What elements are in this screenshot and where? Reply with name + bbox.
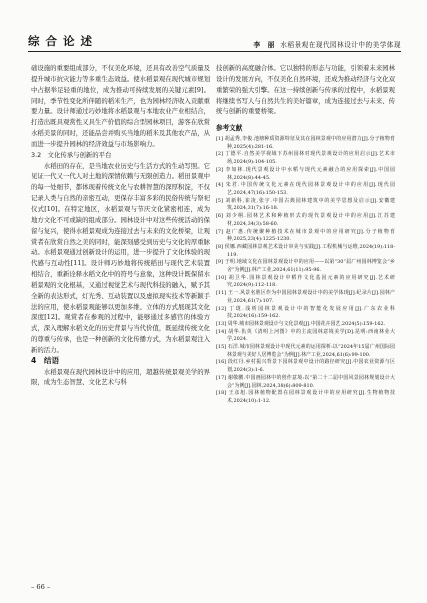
reference-item: [5] 刘新科,崔凌,张宇.中国古典园林建筑中的美学思想及启示[J].安徽建筑,2024,31(7):16-18. [216,197,395,212]
paragraph: 水稻景观在现代园林设计中的应用，超越传统景观美学的界限，成为生态智慧、文化艺术与科 [31,367,210,387]
paragraph: 水稻田的存在，是当地农业历史与生活方式的生动写照。它见证一代又一代人对土地的深情依赖与无限创造力。稻田景观中的每一处细节，都体现着传统文化与农耕智慧的深厚积淀，不仅记录人类与自然的亲密互动，更保存丰富多彩的民俗传统与祭祀仪式[10]。在特定地区，水稻景观与节庆文化紧密相连，成为地方文化不可或缺的组成部分。园林设计中对这些传统活动的保留与复兴，使得水稻景观成为连接过去与未来的文化桥梁，让观赏者在欣赏自然之美的同时，能深刻感受到历史与文化的厚重脉动。水稻景观通过创新设计的运用，进一步提升了文化体验的现代感与互动性[11]。设计师巧妙地将传统稻田与现代艺术装置相结合，重新诠释水稻文化中的符号与意象，这种设计既保留水稻景观的文化根基，又通过视觉艺术与现代科技的融入，赋予其全新的表达形式，灯光秀、互动装置以及虚拟现实技术等新颖手法的应用，使水稻景观能够以更加多维、立体的方式展现其文化深度[12]。观赏者在参观的过程中，能够通过多感官的体验方式，深入理解水稻文化的历史背景与当代价值，既延续传统文化的尊重与传承，也是一种创新的文化传播方式，为水稻景观注入新的活力。 [31,161,210,354]
reference-item: [18] 王彦旭.园林植物配置在园林景观设计中的应用研究[J].生物植物技术,2024(10):1-12. [216,390,395,404]
reference-item: [6] 刘少栩.园林艺术和种植形式的现代景观设计中的应用[J].江苏建材,2024,34(3):58-60. [216,213,395,227]
reference-item: [14] 胡华.仇英《清明上河图》中的主流园林意境美学[D].昆明:西南林业大学,2024. [216,328,395,343]
subsection-heading: 3.2 文化传承与创新的平台 [31,150,112,159]
reference-item: [9] 于明.地域文化在园林景观设计中的应用——以第“30”届广州园林博览会“乡舍”为例[J].林产工业,2024,61(11):95-96. [216,259,395,274]
reference-item: [8] 侯娜.西藏园林景观艺术设计审美与实践[J].工程机械与运维,2024(19):118-119. [216,243,395,258]
reference-item: [15] 石洋.城市园林景观设计中现代元素的运用探析:以“2024年15届广州国际园林景观与美好人居博览会”为例[J].林产工业,2024,61(6):99-100. [216,344,395,358]
running-title [254,39,401,49]
reference-item: [17] 谢敬鹏.中国画园林中的创作意境:以“第二十二届中国风景园林规划设计大会”为例[J].园林,2024,38(6):809-810. [216,374,395,389]
reference-list [216,136,395,406]
running-article-title: 水稻景观在现代园林设计中的美学体现 [280,41,401,49]
section-label: 综 合 论 述 [28,34,94,48]
running-header [28,27,401,52]
right-column [216,63,395,406]
left-column [31,63,210,388]
reference-item: [13] 周华.城市园林景观设计与文化景观[J].中国花卉园艺,2024(5):159-162. [216,320,386,327]
reference-item: [7] 赵广惠.传统聚种植技术在城市景观中的应用研究[J].分子植物育种,2025,23(4):1225-1230. [216,228,395,243]
reference-item: [1] 胡孟秀,李俊.池塘种质资源特征及其在园林景观中的应用潜力[J].分子植物育种,2025(4):281-16. [216,136,395,150]
reference-item: [3] 李如林.现代景观设计中水稻与现代元素融合的应用探索[J].中国园林,2024(8):44-45. [216,166,395,181]
reference-item: [10] 胡卫华.园林景观设计中稻作文化基因元素的应用研究[J].艺术研究,2024(9):112-118. [216,274,395,289]
section-heading: 4 结语 [31,355,60,365]
reference-item: [12] 丁珑.浅析园林景观设计中的智能化发展应用[J].广东农业科技,2024(16):159-162. [216,305,395,320]
page-number: – 66 – [31,583,51,591]
reference-item: [2] 丁德平.自然美学视域下苏州园林对现代景观设计的应用启示[J].艺术市场,2024(9):104-105. [216,151,395,166]
references-heading: 参考文献 [216,124,243,133]
reference-item: [11] 王一.风景名胜区作为中国园林景观设计中的美学体现[J].纪录片[J].园林产业,2024,61(7):107. [216,290,395,304]
reference-item: [16] 段红丹.乡村振兴背景下园林景观中设计的路径研究[J].中国农业资源与区划,2024(3):1-6. [216,359,395,374]
paragraph: 础设施的重要组成部分，不仅美化环境，还具有改善空气质量及提升城市抗灾能力等多重生态效益。使水稻景观在现代城市规划中占据举足轻重的地位，成为推动可持续发展的关键元素[9]。同时，季节性变化所伴随的稻米生产，也为园林经济收入贡献重要力量。设计师通过巧妙地将水稻景观与本地农业产业相结合，打造出既具观赏性又具生产价值的综合型园林项目，游客在欣赏水稻美景的同时，还能品尝并购买当地的稻米及其他农产品，从而进一步提升园林的经济效益与市场影响力。 [31,64,210,148]
reference-item: [4] 朱君.中国传统文化元素在现代园林景观设计中的应用[J].现代园艺,2024,47(16):150-153. [216,182,395,196]
running-author: 李 丽 [253,41,275,49]
paragraph: 技创新的高度融合体。它以独特的形态与功能，引领着未来园林设计的发展方向，不仅美化自然环境，还成为推动经济与文化双重繁荣的强大引擎。在这一持续创新与传承的过程中，水稻景观将继续书写人与自然共生的美好篇章，成为连接过去与未来、传统与创新的重要桥梁。 [216,64,395,116]
